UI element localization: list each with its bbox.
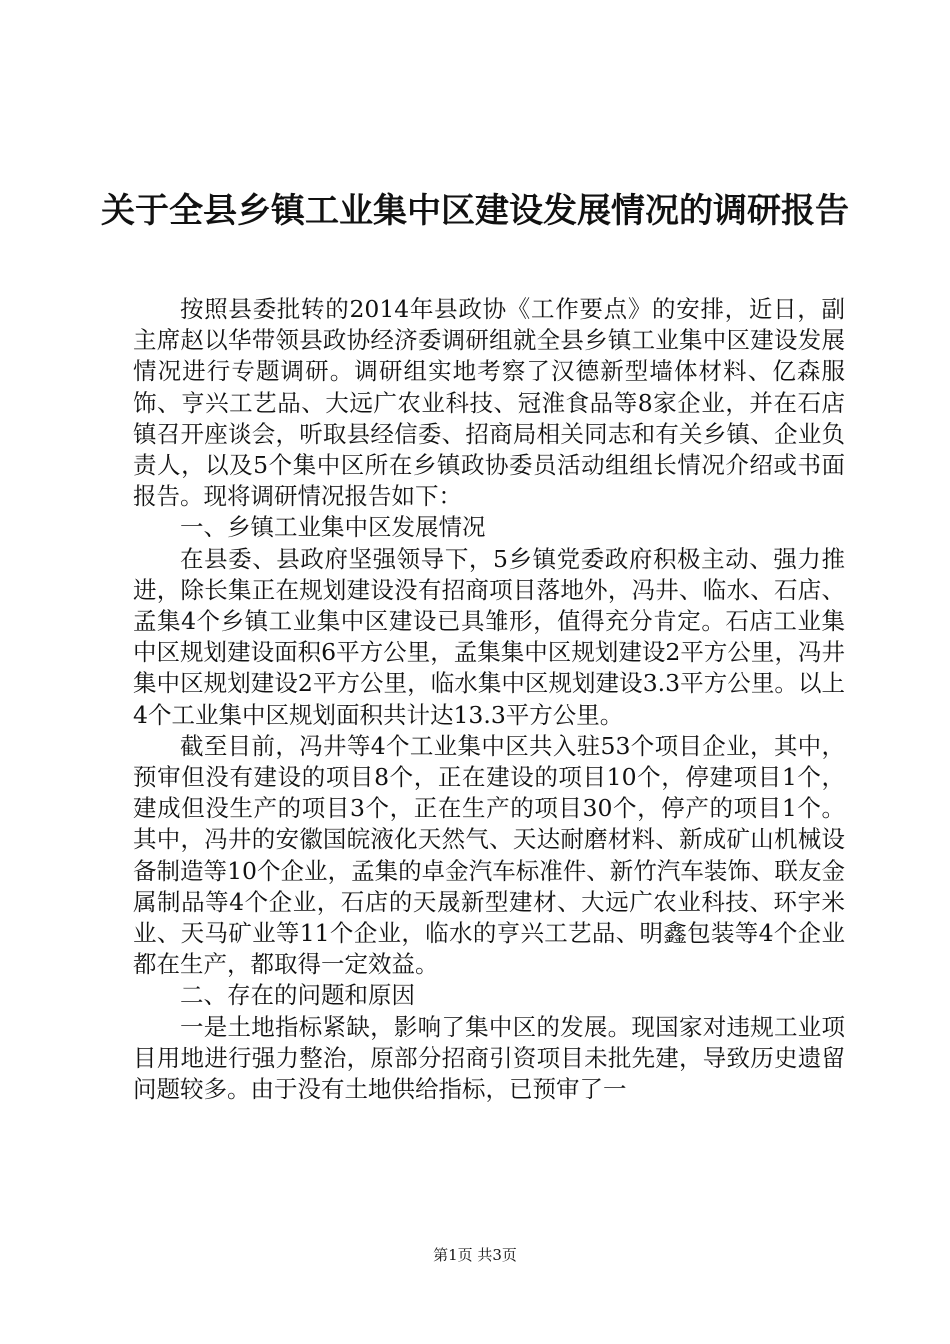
section-heading-1: 一、乡镇工业集中区发展情况 [180, 513, 486, 542]
intro-paragraph: 按照县委批转的2014年县政协《工作要点》的安排，近日，副主席赵以华带领县政协经济委调研组就全县乡镇工业集中区建设发展情况进行专题调研。调研组实地考察了汉德新型墙体材料、亿森服饰、亨兴工艺品、大远广农业科技、冠淮食品等8家企业，并在石店镇召开座谈会，听取县经信委、招商局相关同志和有关乡镇、企业负责人，以及5个集中区所在乡镇政协委员活动组组长情况介绍或书面报告。现将调研情况报告如下： [133, 295, 845, 511]
page-number-footer: 第1页 共3页 [433, 1246, 517, 1264]
section-heading-2: 二、存在的问题和原因 [180, 981, 415, 1010]
problems-paragraph: 一是土地指标紧缺，影响了集中区的发展。现国家对违规工业项目用地进行强力整治，原部分招商引资项目未批先建，导致历史遗留问题较多。由于没有土地供给指标，已预审了一 [133, 1012, 845, 1104]
enterprises-paragraph: 截至目前，冯井等4个工业集中区共入驻53个项目企业，其中，预审但没有建设的项目8个，正在建设的项目10个，停建项目1个，建成但没生产的项目3个，正在生产的项目30个，停产的项目1个。其中，冯井的安徽国皖液化天然气、天达耐磨材料、新成矿山机械设备制造等10个企业，孟集的卓金汽车标准件、新竹汽车装饰、联友金属制品等4个企业，石店的天晟新型建材、大远广农业科技、环宇米业、天马矿业等11个企业，临水的亨兴工艺品、明鑫包装等4个企业都在生产，都取得一定效益。 [133, 731, 845, 979]
document-title: 关于全县乡镇工业集中区建设发展情况的调研报告 [101, 191, 849, 231]
document-body [133, 294, 845, 1105]
development-paragraph: 在县委、县政府坚强领导下，5乡镇党委政府积极主动、强力推进，除长集正在规划建设没有招商项目落地外，冯井、临水、石店、孟集4个乡镇工业集中区建设已具雏形，值得充分肯定。石店工业集中区规划建设面积6平方公里，孟集集中区规划建设2平方公里，冯井集中区规划建设2平方公里，临水集中区规划建设3.3平方公里。以上4个工业集中区规划面积共计达13.3平方公里。 [133, 544, 845, 729]
